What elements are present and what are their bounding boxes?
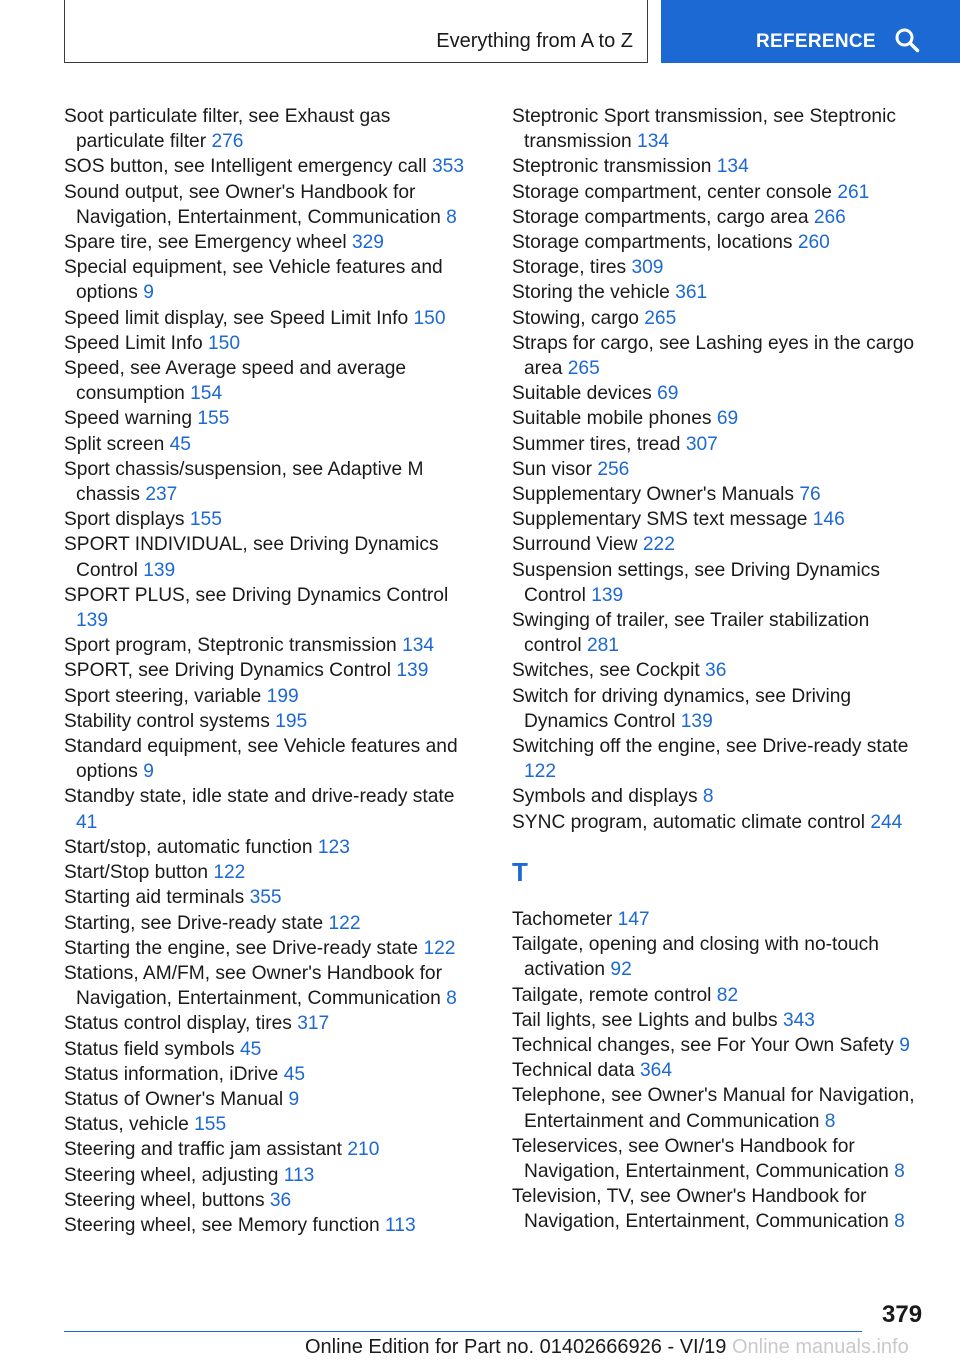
- index-page-link[interactable]: 210: [347, 1139, 380, 1161]
- index-page-link[interactable]: 122: [213, 862, 246, 884]
- index-entry-text: Tailgate, opening and closing with no-touch activation: [512, 934, 879, 981]
- index-entry: [64, 532, 480, 582]
- index-entry-text: Storage compartments, cargo area: [512, 206, 809, 228]
- index-entry-text: Sport program, Steptronic transmission: [64, 635, 397, 657]
- index-entry-text: Soot particulate filter, see Exhaust gas particulate filter: [64, 106, 391, 153]
- index-page-link[interactable]: 154: [190, 383, 223, 405]
- index-page-link[interactable]: 45: [239, 1038, 262, 1060]
- index-entry-text: Starting, see Drive-ready state: [64, 912, 324, 934]
- index-entry: [512, 608, 928, 658]
- index-page-link[interactable]: 8: [824, 1110, 836, 1132]
- index-entry: [64, 255, 480, 305]
- header-reference-label: REFERENCE: [756, 31, 876, 52]
- index-entry-text: Supplementary Owner's Manuals: [512, 484, 795, 506]
- index-entry: [64, 331, 480, 356]
- index-entry-text: Steering wheel, see Memory function: [64, 1214, 380, 1236]
- index-entry: [64, 1062, 480, 1087]
- footer-edition-text: Online Edition for Part no. 01402666926 - VI/19: [305, 1336, 727, 1358]
- index-page-link[interactable]: 260: [797, 232, 830, 254]
- index-entry-text: Sport steering, variable: [64, 685, 262, 707]
- index-entry: [512, 104, 928, 154]
- index-entry-text: SOS button, see Intelligent emergency call: [64, 156, 427, 178]
- index-page-link[interactable]: 36: [269, 1189, 292, 1211]
- index-entry: [512, 432, 928, 457]
- index-entry-text: Symbols and displays: [512, 786, 698, 808]
- index-entry: [512, 784, 928, 809]
- index-entry-text: Television, TV, see Owner's Handbook for Navigation, Entertainment, Communication: [512, 1186, 889, 1233]
- index-entry-text: Speed warning: [64, 408, 193, 430]
- index-entry-text: Start/Stop button: [64, 862, 208, 884]
- index-page-link[interactable]: 122: [328, 912, 361, 934]
- index-page-link[interactable]: 147: [617, 908, 650, 930]
- index-column-left: [64, 104, 480, 1238]
- index-entry-text: Technical changes, see For Your Own Safety: [512, 1034, 894, 1056]
- index-group-t: [512, 907, 928, 1235]
- index-entry-text: Speed limit display, see Speed Limit Info: [64, 307, 409, 329]
- index-entry: [64, 180, 480, 230]
- index-entry-text: Storage compartments, locations: [512, 232, 793, 254]
- index-page-link[interactable]: 45: [283, 1063, 306, 1085]
- header-section-title: Everything from A to Z: [436, 30, 633, 52]
- index-page-link[interactable]: 139: [76, 610, 109, 632]
- index-page-link[interactable]: 329: [351, 232, 384, 254]
- index-entry: [512, 983, 928, 1008]
- index-entry-text: Status field symbols: [64, 1038, 235, 1060]
- index-entry-text: Storage, tires: [512, 257, 627, 279]
- index-entry: [512, 734, 928, 784]
- index-entry-text: SYNC program, automatic climate control: [512, 811, 865, 833]
- index-entry: [64, 885, 480, 910]
- index-entry: [64, 860, 480, 885]
- index-entry-text: Suspension settings, see Driving Dynamics Control: [512, 559, 880, 606]
- index-entry-text: Stability control systems: [64, 710, 270, 732]
- index-page-link[interactable]: 123: [317, 836, 350, 858]
- index-entry-text: Start/stop, automatic function: [64, 836, 313, 858]
- index-entry: [512, 810, 928, 835]
- index-entry: [512, 205, 928, 230]
- index-entry: [512, 406, 928, 431]
- index-entry: [512, 280, 928, 305]
- index-entry-text: Summer tires, tread: [512, 433, 681, 455]
- index-entry-text: Steering wheel, adjusting: [64, 1164, 279, 1186]
- index-entry: [512, 331, 928, 381]
- index-entry: [64, 104, 480, 154]
- index-entry: [64, 1112, 480, 1137]
- index-entry: [512, 482, 928, 507]
- index-page-link[interactable]: 69: [657, 383, 679, 405]
- index-entry-text: Tail lights, see Lights and bulbs: [512, 1009, 778, 1031]
- index-page-link[interactable]: 139: [396, 660, 429, 682]
- index-page-link[interactable]: 237: [145, 484, 178, 506]
- index-page-link[interactable]: 113: [385, 1214, 416, 1236]
- index-page-link[interactable]: 244: [870, 811, 903, 833]
- index-entry: [512, 1134, 928, 1184]
- index-entry: [64, 432, 480, 457]
- index-page-link[interactable]: 353: [431, 156, 464, 178]
- index-page-link[interactable]: 317: [297, 1013, 330, 1035]
- footer-edition: [305, 1336, 909, 1359]
- index-entry-text: Telephone, see Owner's Manual for Navigation, Entertainment and Communication: [512, 1085, 915, 1132]
- index-entry: [64, 507, 480, 532]
- section-letter: T: [512, 856, 528, 887]
- index-entry: [64, 784, 480, 834]
- index-entry-text: Starting the engine, see Drive-ready state: [64, 937, 419, 959]
- index-entry: [64, 1011, 480, 1036]
- index-page-link[interactable]: 150: [413, 307, 446, 329]
- index-entry-text: Status, vehicle: [64, 1114, 189, 1136]
- index-entry: [512, 1083, 928, 1133]
- index-entry: [64, 457, 480, 507]
- index-entry-text: Steptronic transmission: [512, 156, 712, 178]
- index-entry-text: Surround View: [512, 534, 638, 556]
- index-entry: [64, 230, 480, 255]
- index-entry-text: Standby state, idle state and drive-ready state: [64, 786, 455, 808]
- index-page-link[interactable]: 9: [143, 282, 154, 304]
- index-page-link[interactable]: 92: [610, 959, 632, 981]
- header-section-box: [64, 0, 648, 63]
- index-entry-text: Status information, iDrive: [64, 1063, 279, 1085]
- index-page-link[interactable]: 139: [591, 584, 624, 606]
- index-entry-text: Switches, see Cockpit: [512, 660, 700, 682]
- index-entry: [64, 709, 480, 734]
- index-page-link[interactable]: 281: [586, 635, 619, 657]
- index-page-link[interactable]: 195: [275, 710, 308, 732]
- index-entry: [512, 180, 928, 205]
- index-entry: [64, 1213, 480, 1238]
- index-entry: [64, 406, 480, 431]
- index-page-link[interactable]: 364: [640, 1060, 673, 1082]
- index-entry-text: Switching off the engine, see Drive-ready state: [512, 736, 909, 758]
- index-entry: [64, 633, 480, 658]
- index-entry-text: Tachometer: [512, 908, 613, 930]
- index-page-link[interactable]: 307: [685, 433, 718, 455]
- index-entry: [512, 684, 928, 734]
- index-entry-text: Steering wheel, buttons: [64, 1189, 265, 1211]
- index-entry-text: Sound output, see Owner's Handbook for Navigation, Entertainment, Communication: [64, 181, 441, 228]
- index-page-link[interactable]: 9: [143, 761, 154, 783]
- index-page-link[interactable]: 309: [631, 257, 664, 279]
- index-entry: [64, 734, 480, 784]
- index-page-link[interactable]: 139: [680, 710, 713, 732]
- index-page-link[interactable]: 122: [423, 937, 456, 959]
- index-entry-text: Suitable devices: [512, 383, 652, 405]
- index-page-link[interactable]: 9: [899, 1034, 910, 1056]
- index-entry-text: SPORT PLUS, see Driving Dynamics Control: [64, 584, 449, 606]
- index-entry-text: Technical data: [512, 1060, 635, 1082]
- index-entry-text: Standard equipment, see Vehicle features and options: [64, 736, 458, 783]
- index-page-link[interactable]: 199: [266, 685, 299, 707]
- index-entry-text: Tailgate, remote control: [512, 984, 712, 1006]
- index-page-link[interactable]: 45: [169, 433, 191, 455]
- index-entry-text: Steering and traffic jam assistant: [64, 1139, 343, 1161]
- index-entry-text: Storage compartment, center console: [512, 181, 832, 203]
- index-entry: [512, 507, 928, 532]
- index-entry-text: Status control display, tires: [64, 1013, 292, 1035]
- index-page-link[interactable]: 361: [675, 282, 708, 304]
- index-entry: [64, 1037, 480, 1062]
- index-entry-text: Swinging of trailer, see Trailer stabilization control: [512, 610, 870, 657]
- index-page-link[interactable]: 139: [143, 559, 176, 581]
- index-page-link[interactable]: 134: [402, 635, 435, 657]
- index-entry-text: Starting aid terminals: [64, 887, 245, 909]
- index-entry-text: Suitable mobile phones: [512, 408, 712, 430]
- index-entry-text: Status of Owner's Manual: [64, 1088, 284, 1110]
- footer-brand: Online manuals.info: [731, 1336, 909, 1358]
- index-page-link[interactable]: 134: [716, 156, 749, 178]
- index-page-link[interactable]: 155: [194, 1114, 227, 1136]
- index-page-link[interactable]: 8: [894, 1160, 905, 1182]
- index-page-link[interactable]: 155: [197, 408, 230, 430]
- index-page-link[interactable]: 122: [524, 761, 557, 783]
- index-entry: [64, 306, 480, 331]
- index-entry: [64, 936, 480, 961]
- index-entry-text: Supplementary SMS text message: [512, 509, 808, 531]
- index-entry-text: Speed, see Average speed and average consumption: [64, 358, 407, 405]
- index-page-link[interactable]: 69: [716, 408, 739, 430]
- index-page-link[interactable]: 41: [76, 811, 98, 833]
- index-page-link[interactable]: 276: [211, 131, 244, 153]
- index-entry-text: Teleservices, see Owner's Handbook for Navigation, Entertainment, Communication: [512, 1135, 889, 1182]
- index-entry: [512, 558, 928, 608]
- header-reference-tab[interactable]: [661, 0, 960, 63]
- index-page-link[interactable]: 76: [799, 484, 821, 506]
- index-entry: [512, 1184, 928, 1234]
- index-entry: [512, 230, 928, 255]
- index-entry: [64, 911, 480, 936]
- index-entry-text: Switch for driving dynamics, see Driving Dynamics Control: [512, 685, 852, 732]
- index-entry: [512, 457, 928, 482]
- page-number: 379: [882, 1301, 923, 1328]
- index-entry-text: Sun visor: [512, 458, 592, 480]
- index-page-link[interactable]: 113: [283, 1164, 315, 1186]
- index-entry-text: SPORT, see Driving Dynamics Control: [64, 660, 392, 682]
- index-entry: [512, 1033, 928, 1058]
- index-entry: [512, 658, 928, 683]
- index-page-link[interactable]: 155: [189, 509, 222, 531]
- index-entry: [64, 961, 480, 1011]
- index-entry: [64, 1188, 480, 1213]
- index-page-link[interactable]: 261: [837, 181, 870, 203]
- index-entry-text: Special equipment, see Vehicle features and options: [64, 257, 443, 304]
- index-entry-text: Split screen: [64, 433, 165, 455]
- index-page-link[interactable]: 134: [637, 131, 670, 153]
- index-page-link[interactable]: 343: [782, 1009, 815, 1031]
- index-entry: [512, 154, 928, 179]
- index-page-link[interactable]: 8: [702, 786, 714, 808]
- index-entry-text: Steptronic Sport transmission, see Steptronic transmission: [512, 106, 896, 153]
- index-column-right: [512, 104, 928, 1235]
- index-page-link[interactable]: 36: [705, 660, 727, 682]
- index-entry: [512, 1058, 928, 1083]
- index-entry-text: Stations, AM/FM, see Owner's Handbook for Navigation, Entertainment, Communication: [64, 962, 442, 1010]
- index-entry: [64, 1163, 480, 1188]
- index-entry: [64, 154, 480, 179]
- index-page-link[interactable]: 222: [642, 534, 675, 556]
- index-entry-text: Straps for cargo, see Lashing eyes in the cargo area: [512, 332, 915, 380]
- index-entry: [512, 306, 928, 331]
- index-entry: [512, 255, 928, 280]
- index-page-link[interactable]: 8: [446, 988, 457, 1010]
- index-page-link[interactable]: 146: [812, 509, 845, 531]
- index-entry: [64, 835, 480, 860]
- index-entry: [64, 583, 480, 633]
- index-entry: [512, 1008, 928, 1033]
- index-page-link[interactable]: 8: [446, 206, 457, 228]
- index-entry-text: Stowing, cargo: [512, 307, 639, 329]
- index-entry: [64, 1137, 480, 1162]
- index-page-link[interactable]: 150: [208, 332, 241, 354]
- index-entry-text: Storing the vehicle: [512, 282, 670, 304]
- index-group-s: [512, 104, 928, 835]
- index-page-link[interactable]: 265: [567, 358, 600, 380]
- index-page-link[interactable]: 8: [894, 1211, 905, 1233]
- index-entry-text: SPORT INDIVIDUAL, see Driving Dynamics Control: [64, 534, 439, 581]
- index-entry-text: Sport chassis/suspension, see Adaptive M chassis: [64, 458, 424, 506]
- index-entry-text: Sport displays: [64, 509, 185, 531]
- index-page-link[interactable]: 265: [644, 307, 677, 329]
- index-entry: [64, 356, 480, 406]
- index-page-link[interactable]: 355: [249, 887, 282, 909]
- index-entry: [64, 658, 480, 683]
- index-entry: [512, 907, 928, 932]
- footer-divider: [64, 1331, 862, 1332]
- index-entry: [64, 1087, 480, 1112]
- index-entry: [512, 532, 928, 557]
- index-entry: [512, 932, 928, 982]
- index-page-link[interactable]: 9: [288, 1088, 300, 1110]
- index-entry: [64, 684, 480, 709]
- index-page-link[interactable]: 266: [813, 206, 846, 228]
- index-entry: [512, 381, 928, 406]
- index-entry-text: Spare tire, see Emergency wheel: [64, 232, 347, 254]
- index-page-link[interactable]: 82: [716, 984, 739, 1006]
- index-entry-text: Speed Limit Info: [64, 332, 203, 354]
- search-icon[interactable]: [894, 27, 920, 53]
- index-page-link[interactable]: 256: [597, 458, 630, 480]
